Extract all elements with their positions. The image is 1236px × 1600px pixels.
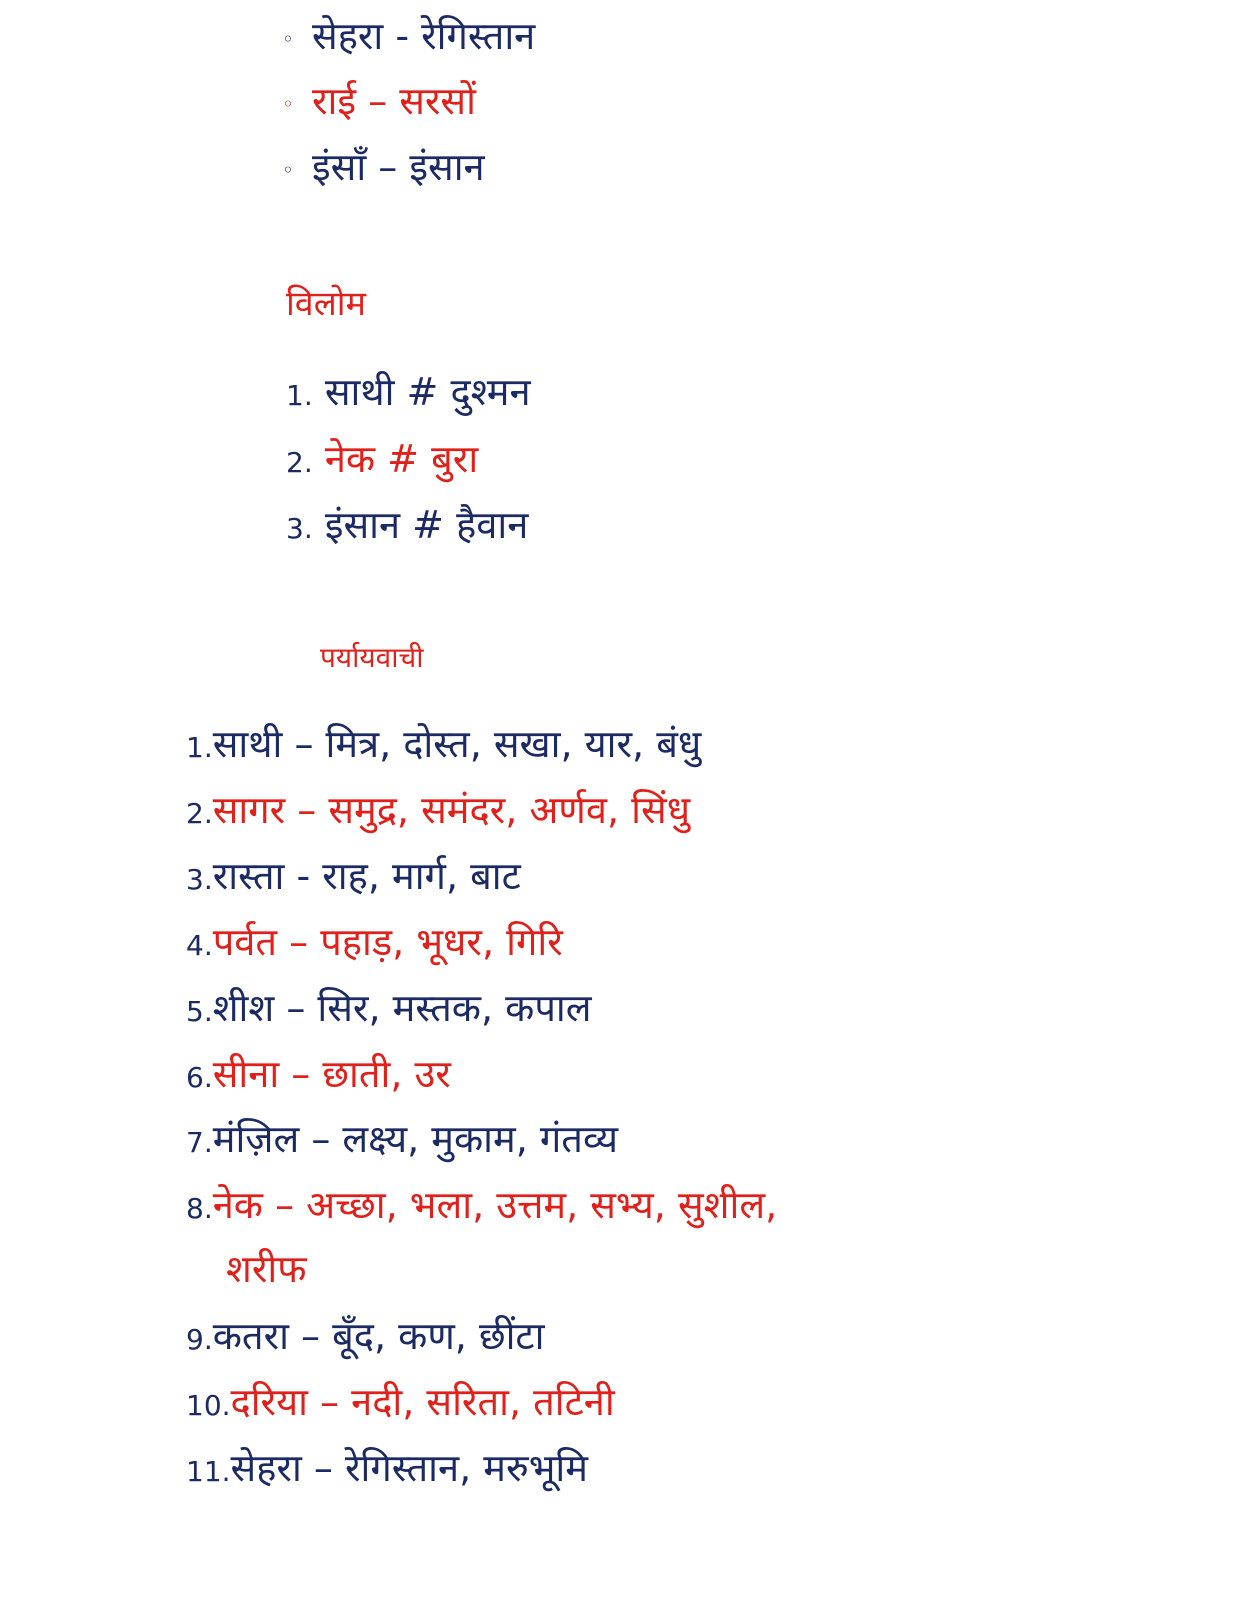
paryayvachi-item bbox=[186, 1181, 777, 1233]
list-number: 3. bbox=[186, 863, 213, 896]
paryayvachi-text: सीना – छाती, उर bbox=[212, 1052, 451, 1096]
list-number: 3. bbox=[286, 512, 313, 545]
list-number: 2. bbox=[286, 446, 313, 479]
meaning-item bbox=[282, 77, 476, 128]
vilom-text: साथी # दुश्मन bbox=[324, 370, 531, 414]
paryayvachi-item bbox=[186, 984, 592, 1036]
list-number: 4. bbox=[186, 929, 213, 962]
vilom-item bbox=[286, 435, 478, 487]
list-number: 9. bbox=[186, 1323, 213, 1356]
list-number: 6. bbox=[186, 1061, 213, 1094]
paryayvachi-text: पर्वत – पहाड़, भूधर, गिरि bbox=[212, 920, 563, 964]
paryayvachi-item bbox=[186, 1444, 588, 1496]
paryayvachi-text: कतरा – बूँद, कण, छींटा bbox=[212, 1314, 545, 1358]
paryayvachi-text: सेहरा – रेगिस्तान, मरुभूमि bbox=[230, 1446, 588, 1490]
paryayvachi-item bbox=[186, 720, 701, 772]
list-number: 2. bbox=[186, 797, 213, 830]
vilom-item bbox=[286, 501, 528, 553]
paryayvachi-text: रास्ता - राह, मार्ग, बाट bbox=[212, 854, 521, 898]
bullet-marker: ◦ bbox=[282, 157, 294, 182]
paryayvachi-text: नेक – अच्छा, भला, उत्तम, सभ्य, सुशील, bbox=[212, 1183, 778, 1227]
vilom-text: नेक # बुरा bbox=[324, 437, 479, 481]
vilom-text: इंसान # हैवान bbox=[324, 503, 529, 547]
paryayvachi-text: दरिया – नदी, सरिता, तटिनी bbox=[230, 1380, 615, 1424]
paryayvachi-item bbox=[186, 1050, 451, 1102]
paryayvachi-text: सागर – समुद्र, समंदर, अर्णव, सिंधु bbox=[212, 788, 691, 832]
list-number: 7. bbox=[186, 1126, 213, 1159]
paryayvachi-item bbox=[186, 786, 690, 838]
vilom-item bbox=[286, 368, 531, 420]
paryayvachi-item bbox=[186, 918, 563, 970]
bullet-marker: ◦ bbox=[282, 91, 294, 116]
paryayvachi-item bbox=[186, 1312, 544, 1364]
paryayvachi-text: साथी – मित्र, दोस्त, सखा, यार, बंधु bbox=[212, 722, 702, 766]
list-number: 8. bbox=[186, 1192, 213, 1225]
meaning-text: सेहरा - रेगिस्तान bbox=[312, 14, 536, 58]
paryayvachi-item bbox=[186, 1115, 618, 1167]
paryayvachi-text: शीश – सिर, मस्तक, कपाल bbox=[212, 986, 592, 1030]
paryayvachi-item bbox=[186, 852, 521, 904]
list-number: 11. bbox=[186, 1455, 231, 1488]
paryayvachi-text: मंज़िल – लक्ष्य, मुकाम, गंतव्य bbox=[212, 1117, 618, 1161]
list-number: 10. bbox=[186, 1389, 231, 1422]
meaning-text: राई – सरसों bbox=[312, 79, 476, 123]
list-number: 1. bbox=[286, 379, 313, 412]
meaning-item bbox=[282, 143, 485, 194]
vilom-heading: विलोम bbox=[286, 284, 366, 324]
meaning-text: इंसाँ – इंसान bbox=[312, 145, 485, 189]
paryayvachi-item bbox=[186, 1378, 615, 1430]
paryayvachi-item-continuation: शरीफ bbox=[226, 1247, 307, 1291]
list-number: 1. bbox=[186, 731, 213, 764]
bullet-marker: ◦ bbox=[282, 26, 294, 51]
paryayvachi-heading: पर्यायवाची bbox=[320, 641, 424, 674]
meaning-item bbox=[282, 12, 535, 63]
list-number: 5. bbox=[186, 995, 213, 1028]
